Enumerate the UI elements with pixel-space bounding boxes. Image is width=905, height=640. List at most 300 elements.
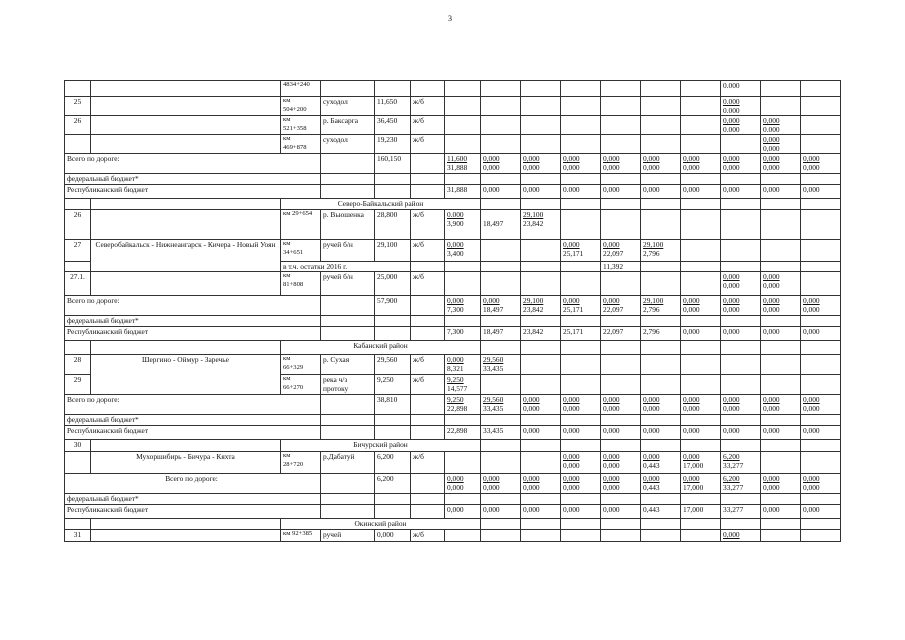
table-cell — [681, 116, 721, 135]
table-cell — [481, 440, 521, 452]
table-cell: 19,230 — [375, 135, 411, 154]
cell-text: 3,400 — [447, 249, 464, 258]
table-cell: суходол — [321, 135, 375, 154]
table-cell — [445, 494, 481, 505]
cell-text: 28+720 — [283, 461, 304, 469]
table-cell — [761, 316, 801, 327]
cell-text: 0,000 — [763, 144, 780, 153]
table-cell: ручей б/н — [321, 272, 375, 296]
cell-text: 0,000 — [563, 474, 580, 484]
table-cell — [521, 440, 561, 452]
cell-text: 0,000 — [763, 483, 780, 493]
cell-text: 0,000 — [763, 272, 780, 282]
table-cell — [445, 452, 481, 474]
table-cell — [481, 355, 521, 375]
table-cell — [641, 116, 681, 135]
cell-text: 33,277 — [723, 461, 744, 471]
table-cell — [91, 519, 281, 530]
table-cell: 9,250 — [375, 375, 411, 395]
table-cell — [521, 474, 561, 494]
cell-text: 7,300 — [447, 305, 464, 315]
table-row — [65, 240, 841, 262]
table-cell — [521, 262, 561, 272]
table-cell — [375, 81, 411, 97]
table-cell — [445, 174, 481, 185]
federal-row — [65, 316, 841, 327]
bridge-repair-table — [64, 80, 841, 542]
table-cell: ручей — [321, 530, 375, 542]
table-cell: федеральный бюджет* — [65, 316, 321, 327]
table-cell — [641, 494, 681, 505]
republic-row — [65, 505, 841, 519]
table-cell — [561, 452, 601, 474]
table-cell — [521, 97, 561, 116]
table-row — [65, 97, 841, 116]
table-cell — [601, 316, 641, 327]
table-cell — [681, 415, 721, 426]
table-cell: 0,000 — [681, 426, 721, 440]
table-cell — [561, 296, 601, 316]
table-cell — [91, 199, 281, 210]
table-cell — [761, 530, 801, 542]
table-cell — [561, 97, 601, 116]
table-cell: ж/б — [411, 452, 445, 474]
cell-text: 0,000 — [563, 240, 580, 249]
table-cell — [521, 135, 561, 154]
cell-text: 33,435 — [483, 364, 504, 374]
table-cell — [65, 81, 91, 97]
table-cell — [445, 97, 481, 116]
table-cell — [721, 316, 761, 327]
table-cell — [481, 415, 521, 426]
table-cell — [481, 341, 521, 355]
table-cell — [521, 81, 561, 97]
table-cell — [641, 81, 681, 97]
table-cell: 28 — [65, 355, 91, 375]
table-cell: 0,000 — [801, 185, 841, 199]
cell-text: 0,000 — [683, 452, 700, 462]
table-cell: 0,000 — [801, 426, 841, 440]
table-cell — [561, 116, 601, 135]
table-cell — [65, 135, 91, 154]
table-row — [65, 452, 841, 474]
cell-text: 0.000 — [723, 97, 740, 106]
table-cell — [281, 355, 321, 375]
table-cell — [481, 135, 521, 154]
table-cell — [601, 341, 641, 355]
table-cell — [801, 474, 841, 494]
table-cell — [761, 474, 801, 494]
table-cell: 0,000 — [721, 530, 761, 542]
cell-text: 33,435 — [483, 404, 504, 414]
cell-text: 0,000 — [603, 296, 620, 306]
table-cell: 27.1. — [65, 272, 91, 296]
table-cell — [761, 97, 801, 116]
table-cell — [91, 272, 281, 296]
table-cell — [641, 240, 681, 262]
cell-text: 0,000 — [483, 296, 500, 306]
cell-text: 0,000 — [803, 305, 820, 315]
table-cell — [801, 530, 841, 542]
table-cell: км 29+654 — [281, 210, 321, 240]
table-cell — [481, 116, 521, 135]
table-cell — [641, 415, 681, 426]
table-cell — [481, 174, 521, 185]
table-cell: суходол — [321, 97, 375, 116]
table-cell: 6,200 — [375, 452, 411, 474]
republic-row — [65, 185, 841, 199]
table-cell — [761, 116, 801, 135]
table-cell — [641, 135, 681, 154]
cell-text: 17,000 — [683, 461, 704, 471]
table-cell: Всего по дороге: — [65, 474, 321, 494]
cell-text: 0,000 — [603, 154, 620, 163]
table-cell — [721, 116, 761, 135]
cell-text: 2,796 — [643, 249, 660, 258]
table-cell — [681, 519, 721, 530]
table-row — [65, 135, 841, 154]
table-cell — [681, 135, 721, 154]
table-cell — [481, 494, 521, 505]
road-name: Шергино - Оймур - Заречье — [91, 355, 281, 395]
cell-text: 0,000 — [603, 404, 620, 414]
table-cell: 0,000 — [601, 426, 641, 440]
table-cell: 0,000 — [761, 505, 801, 519]
region-header — [65, 341, 841, 355]
cell-text: 0,000 — [603, 474, 620, 484]
table-cell — [801, 316, 841, 327]
table-cell: Республиканский бюджет — [65, 185, 321, 199]
table-cell — [91, 81, 281, 97]
table-cell — [641, 395, 681, 415]
cell-text: 0,000 — [683, 305, 700, 315]
table-cell — [761, 440, 801, 452]
cell-text: 0,000 — [447, 483, 464, 493]
table-cell — [375, 185, 411, 199]
cell-text: 18,497 — [483, 219, 504, 228]
table-cell: Республиканский бюджет — [65, 426, 321, 440]
table-cell — [761, 452, 801, 474]
table-cell: 0,000 — [481, 505, 521, 519]
table-row — [65, 116, 841, 135]
table-cell — [521, 296, 561, 316]
cell-text: 0,000 — [763, 296, 780, 306]
cell-text: 22,097 — [603, 305, 624, 315]
cell-text: 521+358 — [283, 125, 307, 132]
table-cell: 0,000 — [521, 505, 561, 519]
table-cell — [681, 296, 721, 316]
table-cell — [281, 452, 321, 474]
table-cell — [281, 97, 321, 116]
cell-text: 0,000 — [603, 163, 620, 172]
table-cell — [681, 210, 721, 240]
table-cell — [681, 375, 721, 395]
table-cell: ж/б — [411, 210, 445, 240]
cell-text: 8,321 — [447, 364, 464, 374]
road-name: Мухоршибирь - Бичура - Кяхта — [91, 452, 281, 474]
table-cell: ж/б — [411, 116, 445, 135]
cell-text: 0,000 — [723, 163, 740, 172]
cell-text: 0,000 — [683, 395, 700, 405]
cell-text: 504+200 — [283, 106, 307, 113]
table-cell — [521, 494, 561, 505]
cell-text: 0,000 — [603, 395, 620, 405]
table-cell: ж/б — [411, 97, 445, 116]
table-cell — [281, 135, 321, 154]
table-cell — [481, 154, 521, 174]
table-cell: 0.000 — [721, 81, 761, 97]
cell-text: 0,000 — [763, 163, 780, 172]
table-cell — [521, 341, 561, 355]
table-cell: 0,000 — [681, 185, 721, 199]
table-cell — [445, 296, 481, 316]
cell-text: 6,200 — [723, 452, 740, 462]
table-cell — [641, 474, 681, 494]
total-row — [65, 474, 841, 494]
cell-text: 0,000 — [723, 116, 740, 125]
table-cell — [521, 154, 561, 174]
cell-text: 66+270 — [283, 384, 304, 392]
table-cell — [601, 199, 641, 210]
table-cell: 26 — [65, 210, 91, 240]
table-cell: 0,000 — [761, 426, 801, 440]
table-cell — [481, 272, 521, 296]
table-cell — [801, 210, 841, 240]
table-cell: 29 — [65, 375, 91, 395]
table-cell — [681, 395, 721, 415]
table-cell — [761, 341, 801, 355]
republic-row — [65, 426, 841, 440]
cell-text: 0,000 — [483, 474, 500, 484]
cell-text: 0,000 — [723, 296, 740, 306]
table-cell: 0,000 — [375, 530, 411, 542]
table-cell: ж/б — [411, 355, 445, 375]
table-cell — [681, 494, 721, 505]
table-cell — [411, 327, 445, 341]
cell-text: 0.000 — [723, 125, 740, 134]
table-cell: Республиканский бюджет — [65, 327, 321, 341]
table-cell — [761, 240, 801, 262]
table-cell — [561, 530, 601, 542]
cell-text: 33,277 — [723, 483, 744, 493]
table-cell — [601, 474, 641, 494]
table-row — [65, 272, 841, 296]
cell-text: 23,842 — [523, 219, 544, 228]
table-cell — [481, 296, 521, 316]
cell-text: 34+651 — [283, 249, 304, 256]
table-cell: ж/б — [411, 135, 445, 154]
table-cell: федеральный бюджет* — [65, 415, 321, 426]
cell-text: км — [283, 116, 291, 123]
table-cell — [681, 355, 721, 375]
table-cell — [801, 116, 841, 135]
table-cell — [601, 81, 641, 97]
table-cell — [411, 494, 445, 505]
table-cell — [321, 174, 375, 185]
cell-text: 0,000 — [723, 305, 740, 315]
table-cell — [721, 296, 761, 316]
table-cell: км 92+385 — [281, 530, 321, 542]
table-cell — [411, 505, 445, 519]
table-cell — [321, 296, 375, 316]
table-cell — [601, 174, 641, 185]
cell-text: 0,000 — [723, 395, 740, 405]
table-cell — [681, 316, 721, 327]
total-row — [65, 154, 841, 174]
table-row — [65, 530, 841, 542]
table-cell — [561, 415, 601, 426]
table-cell — [321, 494, 375, 505]
table-cell — [481, 375, 521, 395]
table-cell — [801, 440, 841, 452]
cell-text: 0,000 — [763, 135, 780, 144]
table-cell: Всего по дороге: — [65, 154, 321, 174]
table-cell — [681, 452, 721, 474]
table-cell — [375, 174, 411, 185]
cell-text: км — [283, 452, 291, 460]
table-cell — [721, 240, 761, 262]
table-cell — [561, 316, 601, 327]
cell-text: 23,842 — [523, 305, 544, 315]
table-cell — [721, 474, 761, 494]
table-cell — [281, 375, 321, 395]
table-cell — [601, 210, 641, 240]
cell-text: 0,000 — [643, 395, 660, 405]
table-cell — [801, 199, 841, 210]
table-cell: 0,000 — [801, 505, 841, 519]
table-cell: 18,497 — [481, 327, 521, 341]
table-cell — [521, 452, 561, 474]
region-header — [65, 519, 841, 530]
table-cell — [761, 519, 801, 530]
table-cell — [481, 81, 521, 97]
table-cell: 0,000 — [561, 426, 601, 440]
table-cell — [65, 519, 91, 530]
table-cell — [91, 530, 281, 542]
table-cell: в т.ч. остатки 2016 г. — [281, 262, 411, 272]
table-cell — [521, 395, 561, 415]
table-cell: 11,392 — [601, 262, 641, 272]
table-cell — [721, 395, 761, 415]
table-cell — [721, 440, 761, 452]
table-cell: Окинский район — [281, 519, 481, 530]
table-cell — [321, 316, 375, 327]
table-cell — [681, 199, 721, 210]
table-cell — [721, 210, 761, 240]
cell-text: 0,000 — [763, 305, 780, 315]
table-cell: 29,560 — [375, 355, 411, 375]
table-cell: 31,888 — [445, 185, 481, 199]
table-cell: р. Сухая — [321, 355, 375, 375]
table-cell — [375, 316, 411, 327]
cell-text: 0,000 — [763, 116, 780, 125]
table-cell — [761, 174, 801, 185]
table-cell — [65, 341, 91, 355]
table-cell: 0,443 — [641, 505, 681, 519]
table-cell: Северо-Байкальский район — [281, 199, 481, 210]
cell-text: 0,000 — [563, 154, 580, 163]
cell-text: 0,000 — [683, 404, 700, 414]
cell-text: 0,000 — [483, 483, 500, 493]
cell-text: 0,000 — [763, 474, 780, 484]
table-cell — [411, 395, 445, 415]
table-cell — [445, 210, 481, 240]
table-cell — [445, 81, 481, 97]
table-cell — [281, 272, 321, 296]
table-cell — [445, 240, 481, 262]
table-cell — [681, 154, 721, 174]
cell-text: 81+808 — [283, 281, 304, 289]
table-cell: 25,000 — [375, 272, 411, 296]
table-cell — [801, 452, 841, 474]
table-cell — [445, 355, 481, 375]
table-cell — [721, 494, 761, 505]
cell-text: 14,577 — [447, 384, 468, 394]
table-cell — [321, 81, 375, 97]
table-cell — [801, 135, 841, 154]
table-cell: 0,000 — [721, 327, 761, 341]
cell-text: 18,497 — [483, 305, 504, 315]
cell-text: 0,000 — [723, 281, 740, 291]
table-cell — [681, 262, 721, 272]
table-cell: 0,000 — [521, 185, 561, 199]
table-cell — [801, 296, 841, 316]
table-cell — [641, 97, 681, 116]
cell-text: 0,000 — [563, 395, 580, 405]
table-cell — [65, 452, 91, 474]
table-cell — [801, 97, 841, 116]
table-cell — [641, 355, 681, 375]
table-cell — [561, 395, 601, 415]
table-cell — [91, 341, 281, 355]
table-cell — [681, 272, 721, 296]
table-cell — [681, 240, 721, 262]
table-cell — [601, 395, 641, 415]
table-cell — [601, 494, 641, 505]
cell-text: 0,000 — [723, 272, 740, 282]
table-cell: 38,810 — [375, 395, 411, 415]
cell-text: 29,100 — [523, 296, 544, 306]
cell-text: 0,000 — [563, 163, 580, 172]
cell-text: протоку — [323, 384, 349, 394]
table-cell — [601, 415, 641, 426]
table-cell — [91, 135, 281, 154]
federal-row — [65, 494, 841, 505]
table-cell — [601, 154, 641, 174]
table-cell — [481, 97, 521, 116]
table-cell: 0,000 — [761, 327, 801, 341]
cell-text: 0,000 — [603, 461, 620, 471]
table-cell: 0,000 — [601, 185, 641, 199]
table-cell — [721, 135, 761, 154]
table-cell — [521, 210, 561, 240]
table-cell — [801, 240, 841, 262]
cell-text: 31,888 — [447, 163, 468, 172]
table-cell: р. Баксарга — [321, 116, 375, 135]
cell-text: 0,000 — [603, 452, 620, 462]
table-cell — [721, 272, 761, 296]
table-cell — [681, 97, 721, 116]
table-cell — [721, 262, 761, 272]
cell-text: 0,000 — [683, 296, 700, 306]
cell-text: 0.000 — [723, 106, 740, 115]
cell-text: 0,000 — [603, 240, 620, 249]
table-cell — [721, 452, 761, 474]
table-cell — [481, 530, 521, 542]
table-cell — [321, 474, 375, 494]
table-cell — [375, 426, 411, 440]
table-cell — [761, 395, 801, 415]
